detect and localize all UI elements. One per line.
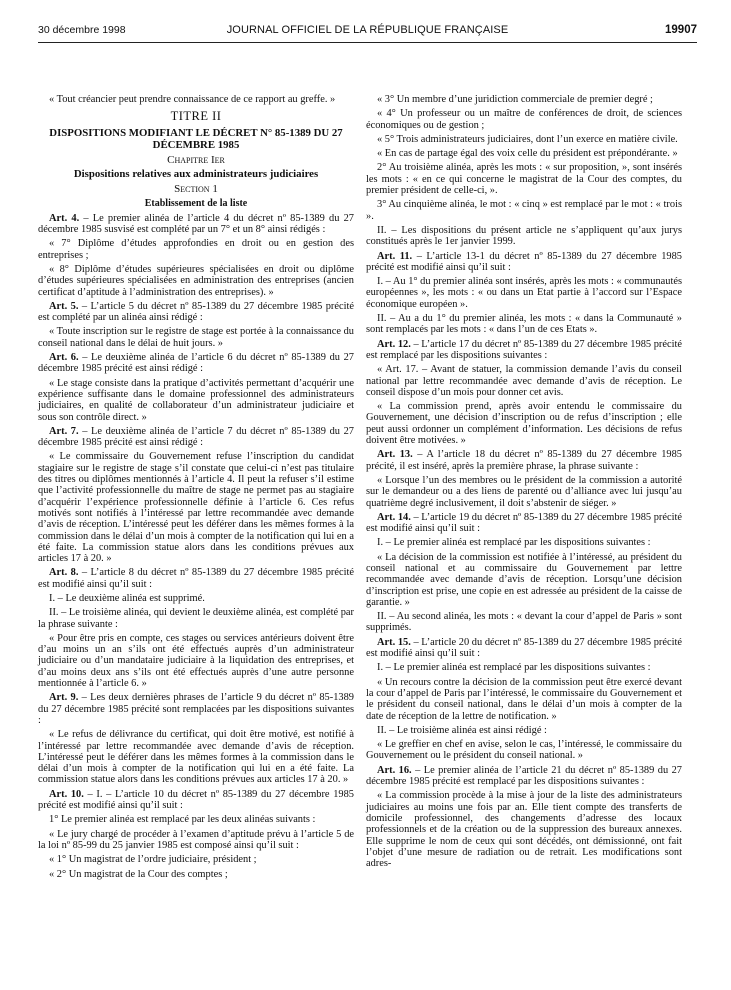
article-10-text: – I. – L’article 10 du décret nº 85-1389 du 27 décembre 1985 précité est modifié ainsi qu’il suit : xyxy=(38,788,354,812)
article-8-label: Art. 8. xyxy=(49,567,79,579)
paragraph: 1° Le premier alinéa est remplacé par les deux alinéas suivants : xyxy=(49,814,316,826)
header-page-number: 19907 xyxy=(665,24,697,36)
section-subtitle: Etablissement de la liste xyxy=(144,198,248,210)
dispositions-heading: DISPOSITIONS MODIFIANT LE DÉCRET N° 85-1389 DU 27 DÉCEMBRE 1985 xyxy=(49,126,343,151)
paragraph: « 7° Diplôme d’études approfondies en droit ou en gestion des entreprises ; xyxy=(38,238,354,261)
paragraph: « 3° Un membre d’une juridiction commerciale de premier degré ; xyxy=(377,94,653,105)
paragraph: « Le refus de délivrance du certificat, qui doit être motivé, est notifié à l’intéressé par lettre recommandée avec demande d’avis de réception. L’intéressé peut le déférer dans les mêmes formes à la commission dans le délai d’un mois à compter de la notification qui lui en a été faite. La commission statue alors dans les conditions prévues aux articles 17 à 20. » xyxy=(38,729,354,786)
article-15-text: – L’article 20 du décret nº 85-1389 du 27 décembre 1985 précité est modifié ainsi qu’il suit : xyxy=(366,636,682,660)
paragraph: « La commission procède à la mise à jour de la liste des administrateurs judiciaires au moins une fois par an. Elle tient compte des transferts de domicile professionnel, des changements d’adresse des locaux professionnels et de la création ou de la suppression des bureaux annexes. Elle supprime le nom de ceux qui sont décédés, ont démissionné, ont fait l’objet d’une mesure de radiation ou de retrait. Les modifications sont adres- xyxy=(366,790,682,870)
article-9-text: – Les deux dernières phrases de l’article 9 du décret nº 85-1389 du 27 décembre 1985 précité sont remplacées par les dispositions suivantes : xyxy=(38,692,354,726)
paragraph: « La commission prend, après avoir entendu le commissaire du Gouvernement, une décision d’inscription ou de refus d’inscription ; elle peut aussi ordonner un complément d’information. Les décisions de refus doivent être motivées. » xyxy=(366,401,682,447)
article-13-label: Art. 13. xyxy=(377,449,413,461)
article-11 xyxy=(366,251,682,274)
article-7 xyxy=(38,426,354,449)
article-9-label: Art. 9. xyxy=(49,692,79,704)
page-header xyxy=(38,18,697,43)
header-journal-title: JOURNAL OFFICIEL DE LA RÉPUBLIQUE FRANÇAISE xyxy=(226,24,509,36)
paragraph: « 1° Un magistrat de l’ordre judiciaire, président ; xyxy=(49,854,257,866)
paragraph: II. – Les dispositions du présent article ne s’appliquent qu’aux jurys constitués après le 1er janvier 1999. xyxy=(366,224,682,248)
paragraph: 3° Au cinquième alinéa, le mot : « cinq » est remplacé par le mot : « trois ». xyxy=(366,199,682,222)
article-11-text: – L’article 13-1 du décret nº 85-1389 du 27 décembre 1985 précité est modifié ainsi qu’il suit : xyxy=(366,250,682,273)
article-5-label: Art. 5. xyxy=(49,300,79,312)
paragraph: I. – Le premier alinéa est remplacé par les dispositions suivantes : xyxy=(377,537,651,549)
paragraph: « Le commissaire du Gouvernement refuse l’inscription du candidat stagiaire sur le registre de stage s’il constate que celui-ci n’est pas titulaire des titres ou diplômes mentionnés à l’article 4. Il peut la refuser s’il estime que l’activité professionnelle du maître de stage ne permet pas au stagiaire d’acquérir l’expérience professionnelle définie à l’article 6. Ces refus motivés sont notifiés à l’intéressé par lettre recommandée avec demande d’avis de réception. L’intéressé peut les déférer dans les mêmes formes à la commission dans le délai d’un mois à compter de la notification qui lui en a été faite. La commission statue alors dans les conditions prévues aux articles 17 à 20. » xyxy=(38,451,354,565)
article-4 xyxy=(38,213,354,236)
article-7-label: Art. 7. xyxy=(49,425,79,437)
article-7-text: – Le deuxième alinéa de l’article 7 du décret nº 85-1389 du 27 décembre 1985 précité est ainsi rédigé : xyxy=(38,425,354,449)
article-8 xyxy=(38,567,354,590)
article-13-text: – A l’article 18 du décret nº 85-1389 du 27 décembre 1985 précité, il est inséré, après la première phrase, la phrase suivante : xyxy=(366,449,682,472)
paragraph: « Un recours contre la décision de la commission peut être exercé devant la cour d’appel de Paris par l’intéressé, le commissaire du Gouvernement et le président du conseil national, dans le délai d’un mois à compter de la date de réception de la lettre de notification. » xyxy=(366,676,682,722)
paragraph: « Pour être pris en compte, ces stages ou services antérieurs doivent être d’au moins un an s’ils ont été effectués auprès d’un administrateur judiciaire ou d’un mandataire judiciaire à la liquidation des entreprises, et d’au moins deux ans s’ils ont été effectués auprès d’une autre personne mentionnée à l’article 6. » xyxy=(38,632,354,690)
article-14-label: Art. 14. xyxy=(377,511,411,523)
paragraph: II. – Au a du 1° du premier alinéa, les mots : « dans la Communauté » sont remplacés par les mots : « dans l’un de ces Etats ». xyxy=(366,313,682,336)
article-4-text: – Le premier alinéa de l’article 4 du décret nº 85-1389 du 27 décembre 1985 susvisé est complété par un 7° et un 8° ainsi rédigés : xyxy=(38,212,354,236)
article-10 xyxy=(38,789,354,812)
paragraph: « Tout créancier peut prendre connaissance de ce rapport au greffe. » xyxy=(49,94,336,105)
article-8-text: – L’article 8 du décret nº 85-1389 du 27 décembre 1985 précité est modifié ainsi qu’il suit : xyxy=(38,567,354,590)
paragraph: 2° Au troisième alinéa, après les mots : « sur proposition, », sont insérés les mots : « en ce qui concerne le magistrat de la Cour des comptes, du premier président de celle-ci, ». xyxy=(366,162,682,197)
chapitre-heading: Chapitre Ier xyxy=(167,153,225,166)
paragraph: II. – Le troisième alinéa, qui devient le deuxième alinéa, est complété par la phrase suivante : xyxy=(38,607,354,630)
section-heading: Section 1 xyxy=(174,183,218,196)
paragraph: II. – Au second alinéa, les mots : « devant la cour d’appel de Paris » sont supprimés. xyxy=(366,611,682,634)
paragraph: « Le greffier en chef en avise, selon le cas, l’intéressé, le commissaire du Gouvernement ou le président du conseil national. » xyxy=(366,739,682,762)
article-14 xyxy=(366,512,682,535)
article-5-text: – L’article 5 du décret nº 85-1389 du 27 décembre 1985 précité est complété par un alinéa ainsi rédigé : xyxy=(38,300,354,324)
article-15 xyxy=(366,637,682,660)
paragraph: I. – Le deuxième alinéa est supprimé. xyxy=(49,592,205,604)
paragraph: « Le stage consiste dans la pratique d’activités permettant d’acquérir une expérience suffisante dans le domaine professionnel des administrateurs judiciaires, en qualité de collaborateur d’un administrateur judiciaire et sous son contrôle direct. » xyxy=(38,377,354,423)
article-9 xyxy=(38,692,354,726)
article-11-label: Art. 11. xyxy=(377,250,413,262)
paragraph: « 8° Diplôme d’études supérieures spécialisées en droit ou diplôme d’études supérieures spécialisées en administration des entreprises (ancien certificat d’aptitude à l’administration des entreprises). » xyxy=(38,263,354,298)
paragraph: « Le jury chargé de procéder à l’examen d’aptitude prévu à l’article 5 de la loi nº 85-99 du 25 janvier 1985 est composé ainsi qu’il suit : xyxy=(38,828,354,851)
article-15-label: Art. 15. xyxy=(377,636,411,648)
paragraph: « 5° Trois administrateurs judiciaires, dont l’un exerce en matière civile. xyxy=(377,133,678,145)
article-16 xyxy=(366,765,682,788)
article-12 xyxy=(366,339,682,362)
article-12-text: – L’article 17 du décret nº 85-1389 du 27 décembre 1985 précité est remplacé par les dispositions suivantes : xyxy=(366,338,682,361)
left-column xyxy=(38,94,354,883)
article-14-text: – L’article 19 du décret nº 85-1389 du 27 décembre 1985 précité est modifié ainsi qu’il suit : xyxy=(366,511,682,535)
header-date: 30 décembre 1998 xyxy=(38,24,126,36)
paragraph: « Art. 17. – Avant de statuer, la commission demande l’avis du conseil national par lettre recommandée avec demande d’avis de réception. Le conseil dispose d’un mois pour donner cet avis. xyxy=(366,364,682,398)
paragraph: « Lorsque l’un des membres ou le président de la commission a autorité sur le demandeur ou a des liens de parenté ou d’alliance avec lui jusqu’au quatrième degré inclusivement, il doit s’abstenir de siéger. » xyxy=(366,474,682,509)
right-column xyxy=(366,94,682,872)
article-16-text: – Le premier alinéa de l’article 21 du décret nº 85-1389 du 27 décembre 1985 précité est remplacé par les dispositions suivantes : xyxy=(366,764,682,788)
titre-heading: TITRE II xyxy=(170,109,222,124)
chapitre-subtitle: Dispositions relatives aux administrateurs judiciaires xyxy=(73,167,319,180)
paragraph: « Toute inscription sur le registre de stage est portée à la connaissance du conseil national dans le délai de huit jours. » xyxy=(38,326,354,349)
article-5 xyxy=(38,301,354,324)
paragraph: II. – Le troisième alinéa est ainsi rédigé : xyxy=(377,724,547,736)
paragraph: I. – Au 1° du premier alinéa sont insérés, après les mots : « communautés européennes », les mots : « ou dans un Etat partie à l’accord sur l’Espace économique européen ». xyxy=(366,276,682,310)
article-6 xyxy=(38,352,354,375)
article-16-label: Art. 16. xyxy=(377,764,412,776)
article-13 xyxy=(366,449,682,472)
paragraph: I. – Le premier alinéa est remplacé par les dispositions suivantes : xyxy=(377,662,651,674)
article-12-label: Art. 12. xyxy=(377,338,411,350)
paragraph: « 4° Un professeur ou un maître de conférences de droit, de sciences économiques ou de gestion ; xyxy=(366,108,682,131)
article-6-label: Art. 6. xyxy=(49,352,79,364)
paragraph: « La décision de la commission est notifiée à l’intéressé, au président du conseil national et au commissaire du Gouvernement par lettre recommandée avec demande d’avis de réception. Lorsqu’une décision d’inscription est prise, une copie en est adressée au président de la caisse de garantie. » xyxy=(366,551,682,608)
paragraph: « En cas de partage égal des voix celle du président est prépondérante. » xyxy=(377,148,678,160)
article-10-label: Art. 10. xyxy=(49,788,84,800)
article-6-text: – Le deuxième alinéa de l’article 6 du décret nº 85-1389 du 27 décembre 1985 précité est ainsi rédigé : xyxy=(38,352,354,375)
paragraph: « 2° Un magistrat de la Cour des comptes ; xyxy=(49,868,228,880)
article-4-label: Art. 4. xyxy=(49,212,80,224)
